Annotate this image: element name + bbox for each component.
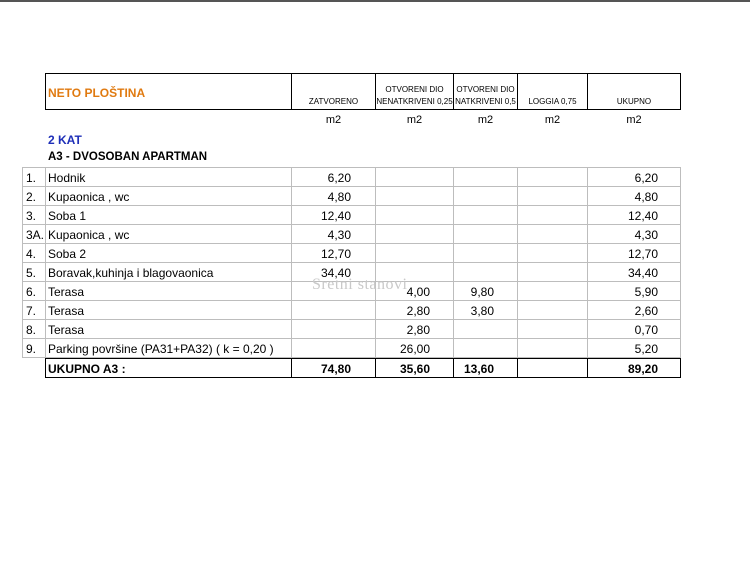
table-cell-no: 4. xyxy=(26,247,37,261)
table-cell-no: 9. xyxy=(26,342,37,356)
table-cell-ukupno: 34,40 xyxy=(627,266,658,280)
table-cell-name: Kupaonica , wc xyxy=(48,190,130,204)
table-cell-ukupno: 4,80 xyxy=(634,190,658,204)
table-cell-name: Terasa xyxy=(48,323,85,337)
table-cell-name: Terasa xyxy=(48,285,85,299)
table-cell-zatvoreno: 34,40 xyxy=(320,266,351,280)
total-top-border xyxy=(45,358,681,359)
col-header-natkriveni-line1: OTVORENI DIO xyxy=(456,85,515,94)
grid-row-line xyxy=(22,243,681,244)
grid-row-line xyxy=(22,224,681,225)
header-top-border xyxy=(45,73,681,74)
table-cell-name: Terasa xyxy=(48,304,85,318)
table-cell-natkriveni: 3,80 xyxy=(470,304,494,318)
table-cell-no: 3. xyxy=(26,209,37,223)
unit-natkriveni: m2 xyxy=(477,114,494,126)
table-cell-name: Soba 1 xyxy=(48,209,87,223)
grid-col-line xyxy=(22,167,23,358)
table-cell-ukupno: 5,20 xyxy=(634,342,658,356)
col-header-ukupno: UKUPNO xyxy=(616,97,652,106)
grid-col-line xyxy=(680,167,681,358)
table-cell-no: 8. xyxy=(26,323,37,337)
table-cell-nenatkriveni: 26,00 xyxy=(399,342,430,356)
grid-row-line xyxy=(22,338,681,339)
table-cell-name: Hodnik xyxy=(48,171,86,185)
watermark-text: Sretni stanovi xyxy=(312,276,408,293)
header-left-border xyxy=(45,73,46,110)
total-nenatkriveni: 35,60 xyxy=(399,362,430,376)
table-cell-zatvoreno: 4,80 xyxy=(327,190,351,204)
total-divider-4 xyxy=(517,358,518,378)
table-cell-no: 5. xyxy=(26,266,37,280)
table-cell-name: Kupaonica , wc xyxy=(48,228,130,242)
total-ukupno: 89,20 xyxy=(627,362,658,376)
unit-zatvoreno: m2 xyxy=(325,114,342,126)
total-right-border xyxy=(680,358,681,378)
grid-row-line xyxy=(22,167,681,168)
col-header-loggia: LOGGIA 0,75 xyxy=(528,97,577,106)
table-cell-zatvoreno: 6,20 xyxy=(327,171,351,185)
table-cell-natkriveni: 9,80 xyxy=(470,285,494,299)
total-label: UKUPNO A3 : xyxy=(48,362,126,376)
col-header-nenatkriveni-line1: OTVORENI DIO xyxy=(385,85,444,94)
table-cell-zatvoreno: 4,30 xyxy=(327,228,351,242)
table-cell-ukupno: 0,70 xyxy=(634,323,658,337)
table-cell-ukupno: 6,20 xyxy=(634,171,658,185)
table-cell-ukupno: 12,70 xyxy=(627,247,658,261)
table-cell-name: Boravak,kuhinja i blagovaonica xyxy=(48,266,214,280)
table-cell-no: 1. xyxy=(26,171,37,185)
table-cell-name: Soba 2 xyxy=(48,247,87,261)
grid-row-line xyxy=(22,186,681,187)
grid-row-line xyxy=(22,281,681,282)
unit-loggia: m2 xyxy=(544,114,561,126)
table-cell-nenatkriveni: 2,80 xyxy=(406,323,430,337)
grid-col-line xyxy=(453,167,454,358)
total-bottom-border xyxy=(45,377,681,378)
table-cell-no: 3A. xyxy=(26,228,45,242)
grid-row-line xyxy=(22,205,681,206)
col-header-natkriveni-line2: NATKRIVENI 0,5 xyxy=(455,97,516,106)
table-cell-nenatkriveni: 4,00 xyxy=(406,285,430,299)
table-cell-name: Parking površine (PA31+PA32) ( k = 0,20 ) xyxy=(48,342,274,356)
table-cell-zatvoreno: 12,70 xyxy=(320,247,351,261)
col-header-zatvoreno: ZATVORENO xyxy=(308,97,359,106)
header-bottom-border xyxy=(45,109,681,110)
table-cell-zatvoreno: 12,40 xyxy=(320,209,351,223)
apartment-heading: A3 - DVOSOBAN APARTMAN xyxy=(48,151,208,163)
total-zatvoreno: 74,80 xyxy=(320,362,351,376)
grid-row-line xyxy=(22,300,681,301)
table-cell-ukupno: 12,40 xyxy=(627,209,658,223)
table-cell-no: 7. xyxy=(26,304,37,318)
table-cell-ukupno: 4,30 xyxy=(634,228,658,242)
table-cell-ukupno: 5,90 xyxy=(634,285,658,299)
table-cell-nenatkriveni: 2,80 xyxy=(406,304,430,318)
total-natkriveni: 13,60 xyxy=(463,362,494,376)
total-left-border xyxy=(45,358,46,378)
grid-col-line xyxy=(45,167,46,358)
table-cell-no: 2. xyxy=(26,190,37,204)
grid-row-line xyxy=(22,262,681,263)
col-header-nenatkriveni-line2: NENATKRIVENI 0,25 xyxy=(376,97,453,106)
header-right-border xyxy=(680,73,681,110)
grid-col-line xyxy=(517,167,518,358)
table-title: NETO PLOŠTINA xyxy=(48,86,146,100)
floor-heading: 2 KAT xyxy=(48,133,82,147)
table-cell-no: 6. xyxy=(26,285,37,299)
unit-ukupno: m2 xyxy=(626,114,642,126)
unit-nenatkriveni: m2 xyxy=(406,114,423,126)
table-cell-ukupno: 2,60 xyxy=(634,304,658,318)
grid-row-line xyxy=(22,319,681,320)
